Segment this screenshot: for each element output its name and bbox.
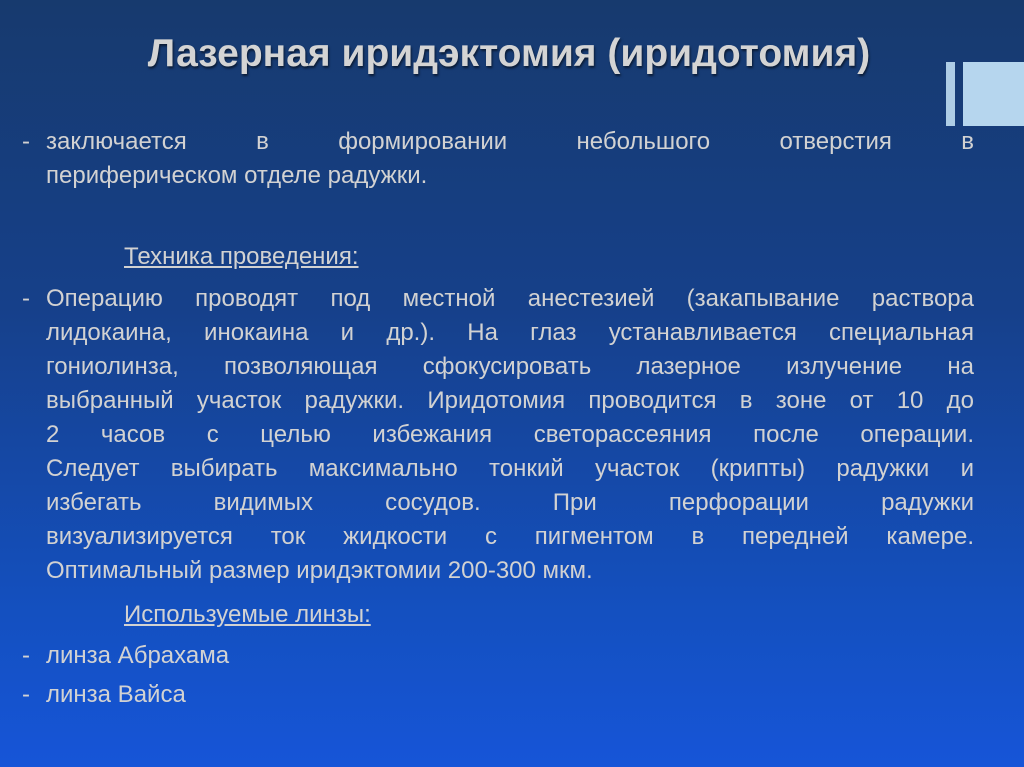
intro-line: периферическом отделе радужки. xyxy=(46,162,428,189)
intro-bullet xyxy=(22,125,974,195)
intro-line: заключается в формировании небольшого отверстия в xyxy=(46,128,974,155)
procedure-line: 2 часов с целью избежания светорассеяния после операции. xyxy=(46,421,974,448)
technique-heading: Техника проведения: xyxy=(124,243,359,270)
decorative-bar-wide xyxy=(963,62,1024,126)
lens-item xyxy=(22,678,622,712)
bullet-dash: - xyxy=(22,285,30,312)
procedure-line: Следует выбирать максимально тонкий участок (крипты) радужки и xyxy=(46,455,974,482)
procedure-bullet xyxy=(22,282,974,592)
procedure-line: Операцию проводят под местной анестезией (закапывание раствора xyxy=(46,285,974,312)
bullet-dash: - xyxy=(22,128,30,155)
lens-item xyxy=(22,639,622,673)
lens-label: линза Вайса xyxy=(46,681,186,708)
procedure-line: избегать видимых сосудов. При перфорации радужки xyxy=(46,489,974,516)
procedure-line: лидокаина, инокаина и др.). На глаз устанавливается специальная xyxy=(46,319,974,346)
slide-title: Лазерная иридэктомия (иридотомия) xyxy=(147,32,871,75)
lens-label: линза Абрахама xyxy=(46,642,230,669)
bullet-dash: - xyxy=(22,642,30,669)
bullet-dash: - xyxy=(22,681,30,708)
procedure-line: визуализируется ток жидкости с пигментом в передней камере. xyxy=(46,523,974,550)
procedure-line: выбранный участок радужки. Иридотомия проводится в зоне от 10 до xyxy=(46,387,974,414)
procedure-line: гониолинза, позволяющая сфокусировать лазерное излучение на xyxy=(46,353,974,380)
procedure-line: Оптимальный размер иридэктомии 200-300 мкм. xyxy=(46,557,593,584)
intro-text xyxy=(46,125,974,193)
lenses-heading: Используемые линзы: xyxy=(124,601,371,628)
decorative-bar-thin xyxy=(946,62,955,126)
procedure-text xyxy=(46,282,974,588)
